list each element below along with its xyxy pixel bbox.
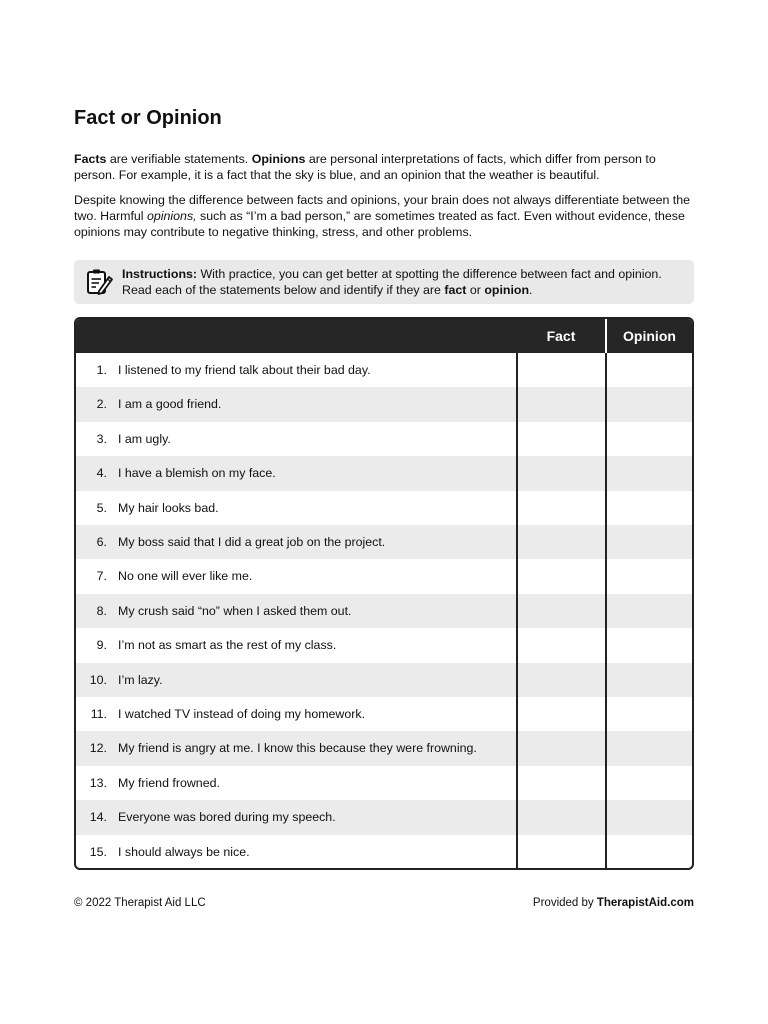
column-header-fact: Fact: [546, 328, 576, 344]
row-number: 14.: [89, 810, 107, 825]
opinion-cell[interactable]: [607, 800, 692, 834]
row-number: 6.: [96, 535, 107, 549]
statement-text: I have a blemish on my face.: [118, 466, 276, 481]
opinion-cell[interactable]: [607, 835, 692, 869]
statement-text: I’m lazy.: [118, 672, 163, 687]
table-row: [76, 559, 692, 593]
column-header-opinion: Opinion: [623, 328, 676, 344]
table-row: [76, 766, 692, 800]
opinion-cell[interactable]: [607, 491, 692, 525]
row-number: 7.: [96, 569, 107, 584]
row-number: 1.: [96, 363, 107, 377]
statement-text: My friend is angry at me. I know this because they were frowning.: [118, 741, 477, 756]
table-row: [76, 835, 692, 869]
fact-cell[interactable]: [518, 697, 605, 731]
statement-text: I watched TV instead of doing my homework.: [118, 707, 366, 721]
row-number: 5.: [96, 500, 107, 515]
table-row: [76, 594, 692, 628]
statement-text: I listened to my friend talk about their bad day.: [118, 363, 371, 377]
opinion-cell[interactable]: [607, 731, 692, 765]
clipboard-pencil-icon: [84, 267, 114, 297]
row-number: 11.: [90, 707, 107, 721]
site-name: TherapistAid.com: [596, 897, 694, 909]
copyright: © 2022 Therapist Aid LLC: [74, 897, 206, 909]
statement-text: I am ugly.: [118, 431, 171, 446]
statement-text: My crush said “no” when I asked them out.: [118, 603, 352, 618]
fact-cell[interactable]: [518, 559, 605, 593]
statement-text: I should always be nice.: [118, 844, 250, 859]
fact-cell[interactable]: [518, 628, 605, 662]
fact-cell[interactable]: [518, 594, 605, 628]
opinion-cell[interactable]: [607, 594, 692, 628]
opinion-cell[interactable]: [607, 559, 692, 593]
row-number: 13.: [89, 775, 107, 790]
term-opinions: Opinions: [251, 152, 306, 166]
statement-text: No one will ever like me.: [118, 569, 253, 584]
fact-cell[interactable]: [518, 835, 605, 869]
table-row: [76, 800, 692, 834]
fact-cell[interactable]: [518, 353, 605, 387]
row-number: 12.: [89, 741, 107, 756]
fact-cell[interactable]: [518, 422, 605, 456]
term-facts: Facts: [74, 152, 107, 166]
opinion-cell[interactable]: [607, 697, 692, 731]
table-row: [76, 628, 692, 662]
table-row: [76, 731, 692, 765]
row-number: 8.: [96, 603, 107, 618]
opinion-cell[interactable]: [607, 525, 692, 559]
table-row: [76, 697, 692, 731]
fact-cell[interactable]: [518, 766, 605, 800]
fact-cell[interactable]: [518, 525, 605, 559]
opinion-cell[interactable]: [607, 387, 692, 421]
table-row: [76, 422, 692, 456]
row-number: 3.: [96, 431, 107, 446]
fact-cell[interactable]: [518, 663, 605, 697]
column-divider-opinion: [605, 353, 607, 868]
table-row: [76, 456, 692, 490]
table-row: [76, 353, 692, 387]
table-row: [76, 663, 692, 697]
row-number: 15.: [89, 844, 107, 859]
table-row: [76, 387, 692, 421]
instructions-text: Instructions: With practice, you can get better at spotting the difference between fact and opinion. Read each of the statements below and identify if they are fact or opinion.: [122, 267, 662, 297]
opinion-cell[interactable]: [607, 663, 692, 697]
opinion-cell[interactable]: [607, 766, 692, 800]
term-opinions-italic: opinions,: [146, 209, 197, 223]
opinion-cell[interactable]: [607, 456, 692, 490]
table-row: [76, 491, 692, 525]
column-divider-fact: [516, 353, 518, 868]
instructions-callout: [74, 260, 694, 304]
table-row: [76, 525, 692, 559]
opinion-cell[interactable]: [607, 353, 692, 387]
fact-cell[interactable]: [518, 491, 605, 525]
intro-paragraph-2: Despite knowing the difference between facts and opinions, your brain does not always differentiate between the two. Harmful opinions, such as “I’m a bad person,” are sometimes treated as fact. Even without evidence, these opinions may contribute to negative thinking, stress, and other problems.: [74, 193, 691, 239]
fact-cell[interactable]: [518, 456, 605, 490]
row-number: 4.: [96, 466, 107, 481]
row-number: 9.: [96, 638, 107, 653]
statement-text: I’m not as smart as the rest of my class.: [118, 638, 337, 653]
intro-paragraph-1: Facts are verifiable statements. Opinions are personal interpretations of facts, which differ from person to person. For example, it is a fact that the sky is blue, and an opinion that the weather is beautiful.: [74, 152, 656, 182]
table-header: [76, 319, 692, 353]
opinion-cell[interactable]: [607, 628, 692, 662]
opinion-cell[interactable]: [607, 422, 692, 456]
fact-cell[interactable]: [518, 387, 605, 421]
fact-cell[interactable]: [518, 800, 605, 834]
provided-by: Provided by TherapistAid.com: [532, 897, 694, 909]
statement-text: My friend frowned.: [118, 775, 220, 790]
fact-opinion-table: [74, 317, 694, 870]
statement-text: Everyone was bored during my speech.: [118, 810, 336, 825]
statement-text: My hair looks bad.: [118, 500, 219, 515]
row-number: 2.: [96, 397, 107, 412]
fact-cell[interactable]: [518, 731, 605, 765]
statement-text: I am a good friend.: [118, 397, 222, 412]
page-title: Fact or Opinion: [74, 107, 222, 129]
statement-text: My boss said that I did a great job on the project.: [118, 535, 386, 549]
row-number: 10.: [89, 672, 107, 687]
